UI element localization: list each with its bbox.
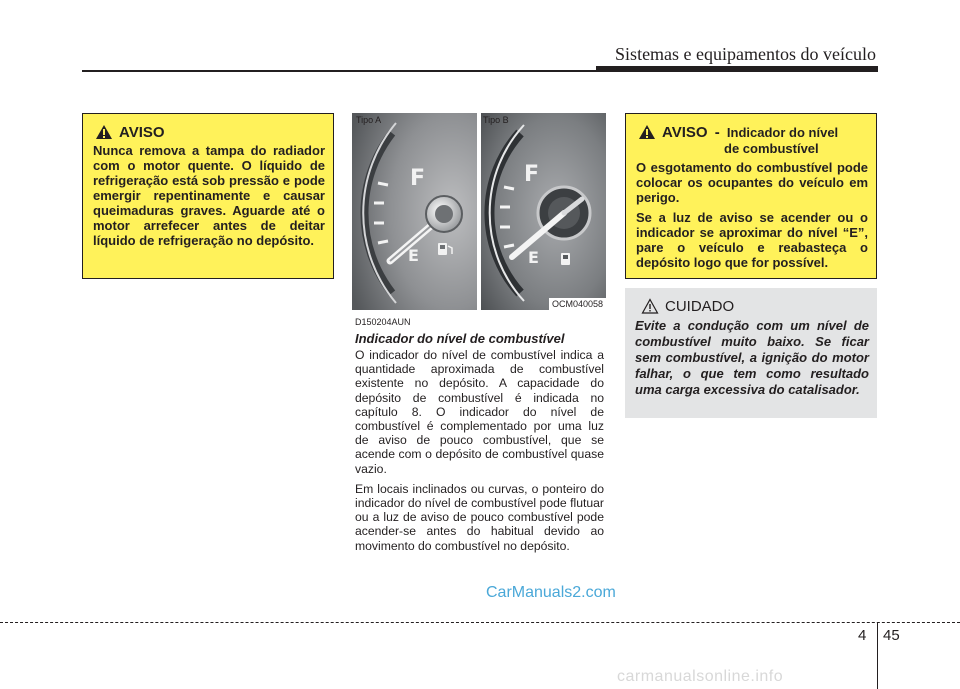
warning-triangle-icon	[95, 124, 113, 140]
figure-code: OCM040058	[549, 298, 606, 310]
warning-title: AVISO	[662, 124, 708, 141]
page-number: 45	[883, 627, 900, 644]
caution-box	[625, 288, 877, 418]
caution-title: CUIDADO	[665, 298, 735, 315]
figure-label-type-a: Tipo A	[356, 115, 382, 125]
watermark-link[interactable]: CarManuals2.com	[486, 584, 616, 601]
section-paragraph: O indicador do nível de combustível indica a quantidade aproximada de combustível existente no depósito. A capacidade do depósito de combustível é indicada no capítulo 8. O indicador do nível de combustível é complementado por uma luz de aviso de pouco combustível, que se acende com o depósito de combustível quase vazio.	[355, 348, 604, 476]
figure-label-type-b: Tipo B	[483, 115, 509, 125]
warning-subtitle-line2: de combustível	[724, 141, 819, 156]
warning-paragraph: O esgotamento do combustível pode colocar os ocupantes do veículo em perigo.	[636, 160, 868, 205]
empty-mark-a: E	[408, 246, 419, 265]
warning-box-fuel-indicator	[625, 113, 877, 279]
bottom-watermark: carmanualsonline.info	[617, 668, 784, 685]
warning-title: AVISO	[119, 124, 165, 141]
warning-subtitle-line1: Indicador do nível	[726, 125, 839, 140]
section-title: Indicador do nível de combustível	[355, 331, 565, 346]
page-header-title: Sistemas e equipamentos do veículo	[615, 44, 876, 64]
fuel-gauge-figure	[352, 113, 606, 310]
section-code: D150204AUN	[355, 317, 411, 327]
warning-triangle-icon	[638, 124, 656, 140]
header-rule-accent	[596, 66, 878, 71]
full-mark-b: F	[524, 162, 540, 187]
warning-body: Nunca remova a tampa do radiador com o motor quente. O líquido de refrigeração está sob pressão e pode emergir repentinamente e causar queimaduras graves. Aguarde até o motor arrefecer antes de deitar líquido de refrigeração no depósito.	[93, 143, 325, 248]
caution-body: Evite a condução com um nível de combustível muito baixo. Se ficar sem combustível, a ignição do motor falhar, o que tem como resultado uma carga excessiva do catalisador.	[635, 318, 869, 397]
caution-triangle-icon	[641, 298, 659, 314]
footer-dashed-rule	[0, 622, 960, 623]
warning-paragraph: Se a luz de aviso se acender ou o indicador se aproximar do nível “E”, pare o veículo e reabasteça o depósito logo que for possível.	[636, 210, 868, 270]
footer-divider	[877, 622, 878, 689]
section-body	[355, 348, 604, 559]
warning-box-radiator	[82, 113, 334, 279]
warning-body	[636, 160, 868, 270]
fuel-gauge-illustration	[352, 113, 606, 310]
section-paragraph: Em locais inclinados ou curvas, o ponteiro do indicador do nível de combustível pode flutuar ou a luz de aviso de pouco combustível pode acender-se antes do habitual devido ao movimento do combustível no depósito.	[355, 481, 604, 553]
full-mark-a: F	[410, 166, 426, 191]
warning-title-dash: -	[714, 124, 720, 141]
chapter-number: 4	[858, 627, 867, 644]
empty-mark-b: E	[528, 248, 539, 267]
